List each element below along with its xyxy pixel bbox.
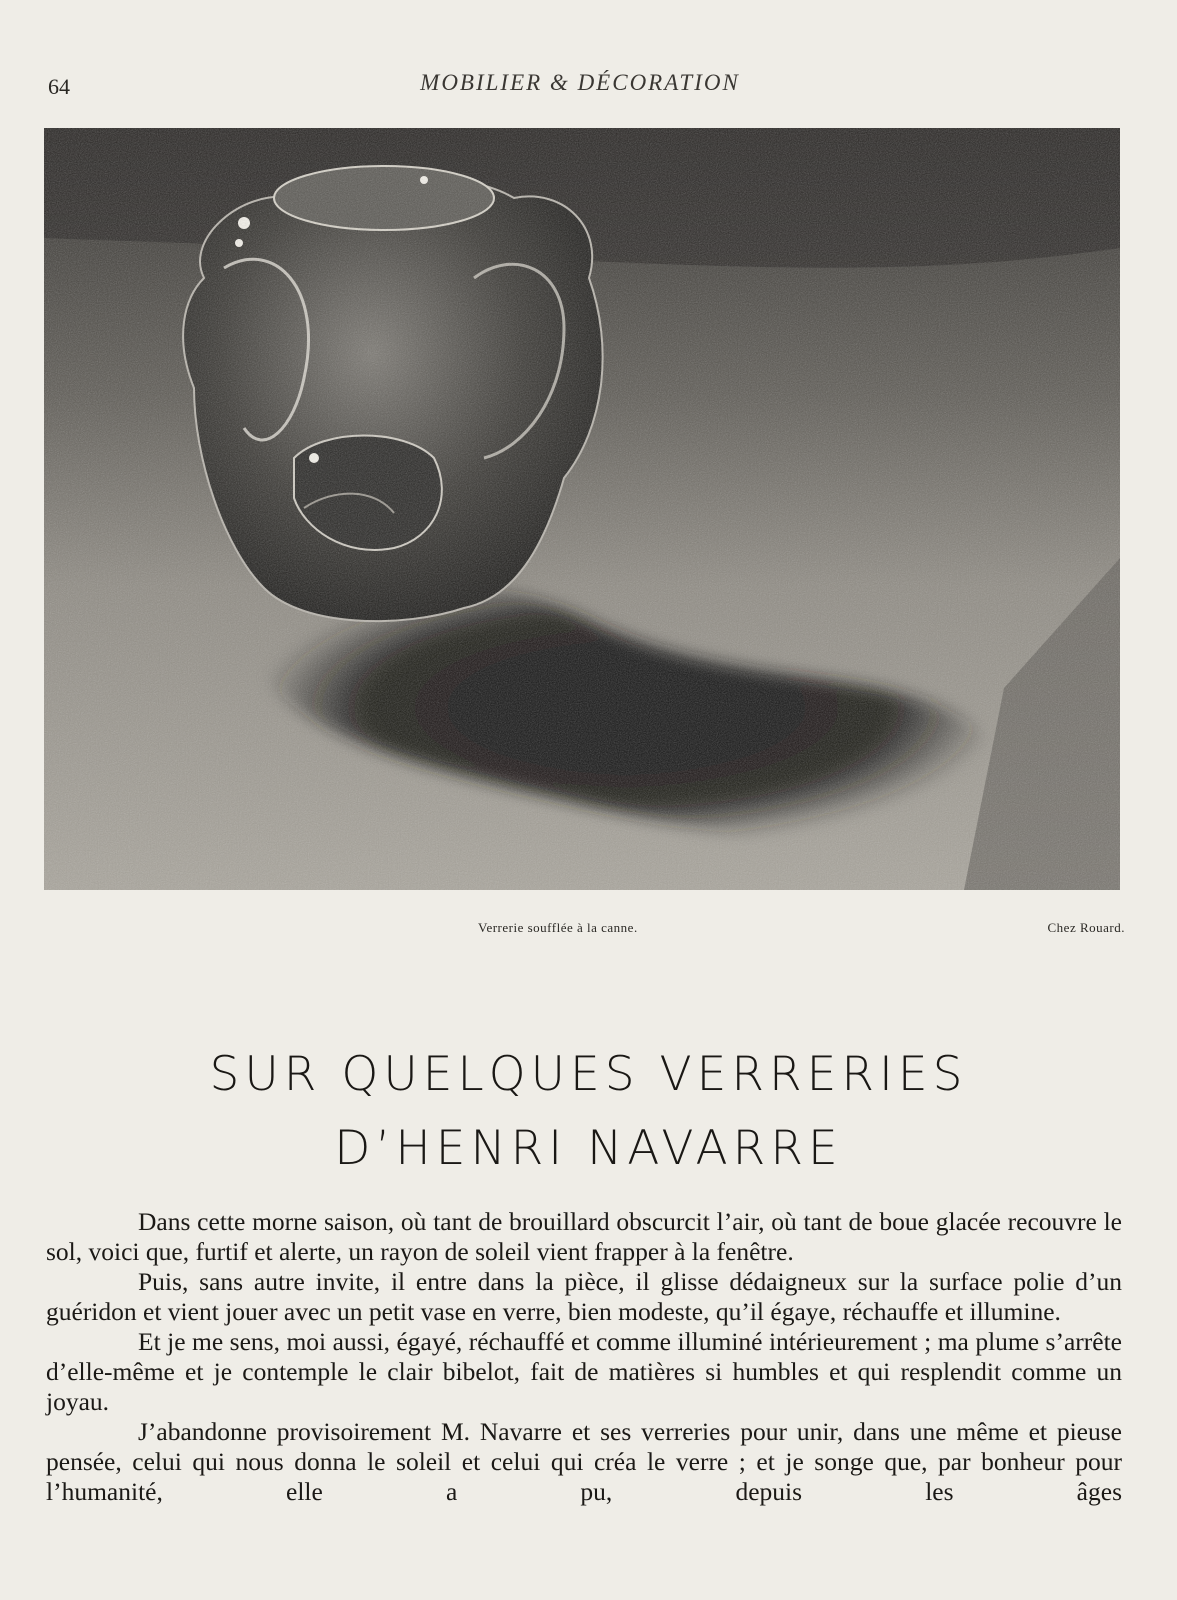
- running-title: MOBILIER & DÉCORATION: [420, 70, 740, 95]
- page-number: 64: [48, 74, 70, 99]
- article-body: [46, 1207, 1122, 1507]
- paragraph: Et je me sens, moi aussi, égayé, réchauffé et comme illuminé intérieurement ; ma plume s’arrête d’elle-même et je contemple le clair bibelot, fait de matières si humbles et qui resplendit comme un joyau.: [46, 1327, 1122, 1416]
- figure-credit: Chez Rouard.: [1047, 920, 1125, 935]
- paragraph: Puis, sans autre invite, il entre dans la pièce, il glisse dédaigneux sur la surface polie d’un guéridon et vient jouer avec un petit vase en verre, bien modeste, qu’il égaye, réchauffe et illumine.: [46, 1267, 1122, 1326]
- article-title-line-1: SUR QUELQUES VERRERIES: [209, 1047, 968, 1102]
- article-title: [0, 1038, 1177, 1186]
- figure-caption: Verrerie soufflée à la canne.: [478, 920, 638, 935]
- article-title-line-2: D’HENRI NAVARRE: [334, 1121, 843, 1176]
- paragraph: J’abandonne provisoirement M. Navarre et ses verreries pour unir, dans une même et pieuse pensée, celui qui nous donna le soleil et celui qui créa le verre ; et je songe que, par bonheur pour l’humanité, elle a pu, depuis les âges: [46, 1417, 1122, 1506]
- glass-vase-photograph: [44, 128, 1120, 890]
- paragraph: Dans cette morne saison, où tant de brouillard obscurcit l’air, où tant de boue glacée recouvre le sol, voici que, furtif et alerte, un rayon de soleil vient frapper à la fenêtre.: [46, 1207, 1122, 1266]
